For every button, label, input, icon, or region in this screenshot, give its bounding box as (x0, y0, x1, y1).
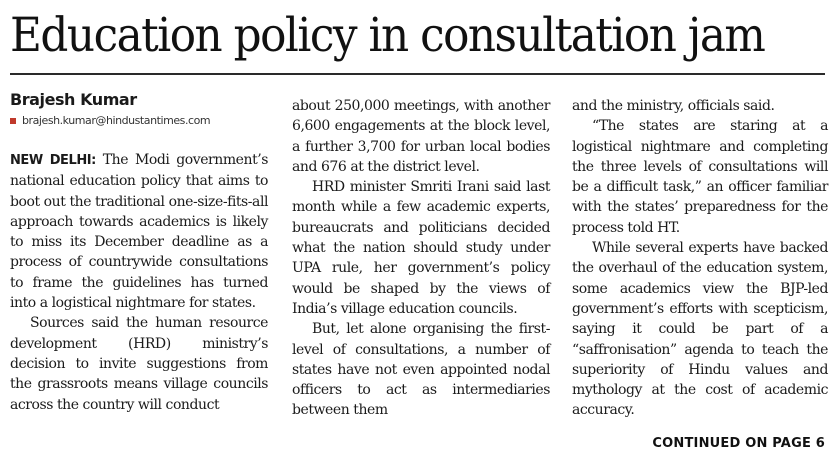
byline-email (10, 114, 268, 128)
paragraph: Sources said the human resource development (HRD) ministry’s decision to invite suggestions from the grassroots means village councils across the country will conduct (10, 315, 268, 413)
lead-text: The Modi government’s national education policy that aims to boot out the traditional one-size-fits-all approach towards academics is likely to miss its December deadline as a process of countrywide consultations to frame the guidelines has turned into a logistical nightmare for states. (10, 152, 268, 312)
paragraph: “The states are staring at a logistical nightmare and completing the three levels of consultations will be a difficult task,” an officer familiar with the states’ preparedness for the process told HT. (572, 118, 828, 236)
continued-on-page-link[interactable]: CONTINUED ON PAGE 6 (652, 436, 825, 451)
bullet-square-icon (10, 118, 16, 124)
dateline: NEW DELHI: (10, 153, 96, 168)
headline-rule (10, 73, 825, 75)
column-1 (10, 90, 268, 415)
paragraph: HRD minister Smriti Irani said last month while a few academic experts, bureaucrats and politicians decided what the nation should study under UPA rule, her government’s policy would be shaped by the views of India’s village education councils. (292, 179, 550, 317)
column-2 (292, 96, 550, 421)
lead-paragraph (10, 150, 268, 313)
paragraph: about 250,000 meetings, with another 6,600 engagements at the block level, a further 3,700 for urban local bodies and 676 at the district level. (292, 98, 550, 175)
paragraph: While several experts have backed the overhaul of the education system, some academics view the BJP-led government’s efforts with scepticism, saying it could be part of a “saffronisation” agenda to teach the superiority of Hindu values and mythology at the cost of academic accuracy. (572, 240, 828, 419)
byline-name: Brajesh Kumar (10, 90, 137, 109)
headline: Education policy in consultation jam (10, 8, 765, 63)
paragraph: But, let alone organising the first-level of consultations, a number of states have not even appointed nodal officers to act as intermediaries between them (292, 321, 550, 419)
byline-email-text: brajesh.kumar@hindustantimes.com (22, 114, 211, 127)
paragraph: and the ministry, officials said. (572, 98, 775, 114)
column-3 (572, 96, 828, 421)
